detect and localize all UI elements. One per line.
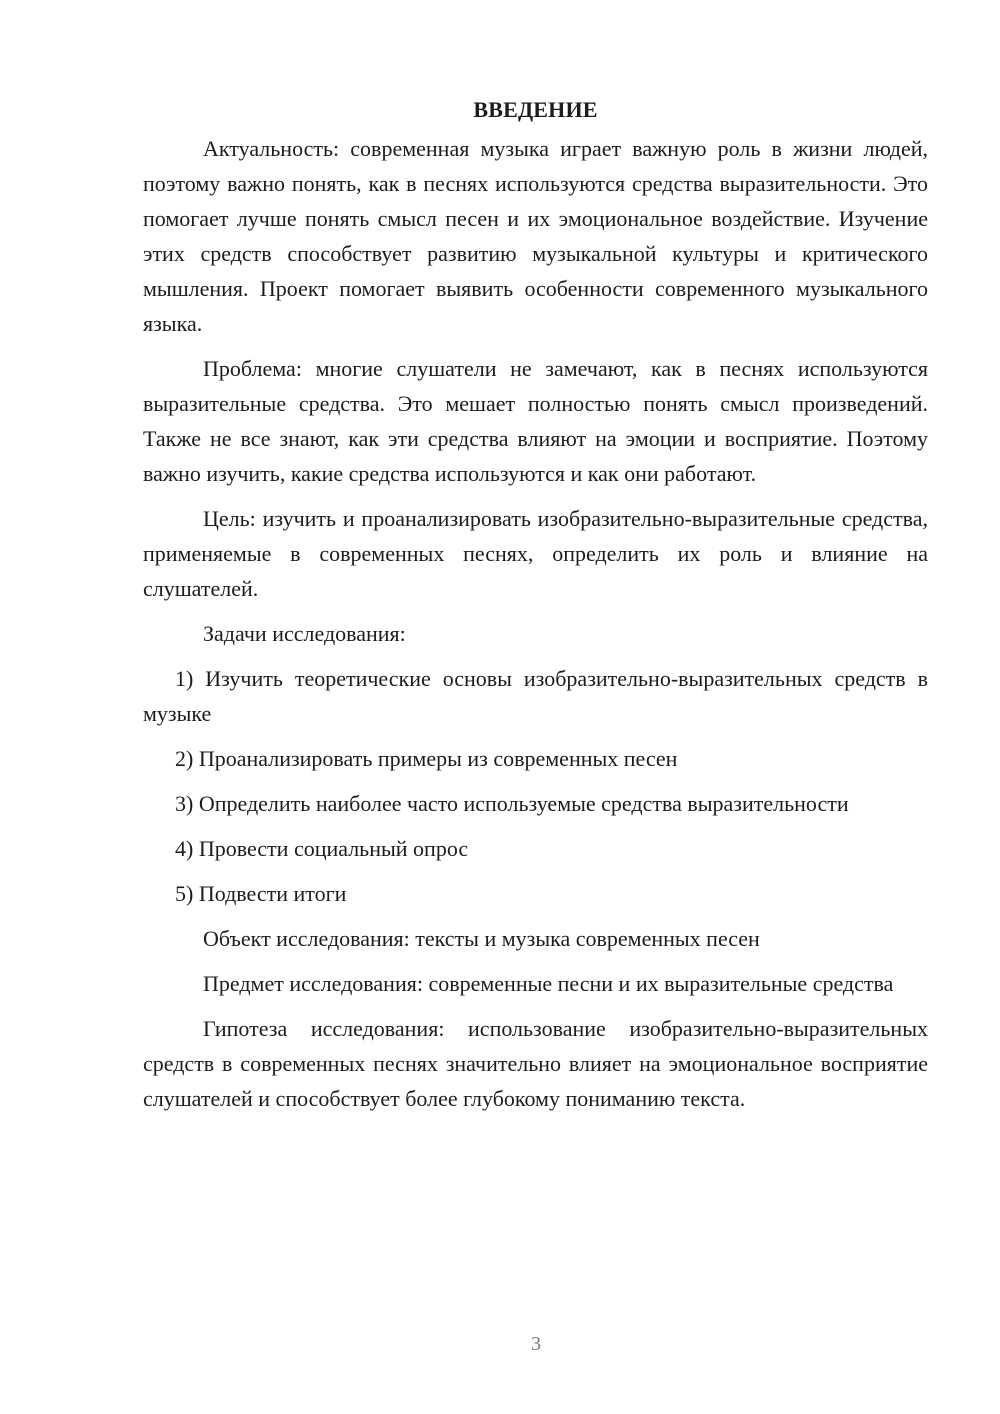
page-number: 3 [531,1333,541,1355]
paragraph-relevance: Актуальность: современная музыка играет важную роль в жизни людей, поэтому важно понять, как в песнях используются средства выразительности. Это помогает лучше понять смысл песен и их эмоциональное воздействие. Изучение этих средств способствует развитию музыкальной культуры и критического мышления. Проект помогает выявить особенности современного музыкального языка. [143,136,928,336]
paragraph-subject: Предмет исследования: современные песни и их выразительные средства [203,971,894,996]
section-title: ВВЕДЕНИЕ [473,97,598,122]
paragraph-object: Объект исследования: тексты и музыка современных песен [203,926,760,951]
task-item-4: 4) Провести социальный опрос [175,836,469,861]
task-item-3: 3) Определить наиболее часто используемые средства выразительности [175,791,849,816]
task-item-1: 1) Изучить теоретические основы изобразительно-выразительных средств в музыке [143,666,928,726]
paragraph-goal: Цель: изучить и проанализировать изобразительно-выразительные средства, применяемые в современных песнях, определить их роль и влияние на слушателей. [143,506,928,601]
task-item-5: 5) Подвести итоги [175,881,347,906]
paragraph-hypothesis: Гипотеза исследования: использование изобразительно-выразительных средств в современных песнях значительно влияет на эмоциональное восприятие слушателей и способствует более глубокому пониманию текста. [143,1016,928,1111]
paragraph-problem: Проблема: многие слушатели не замечают, как в песнях используются выразительные средства. Это мешает полностью понять смысл произведений. Также не все знают, как эти средства влияют на эмоции и восприятие. Поэтому важно изучить, какие средства используются и как они работают. [143,356,928,486]
document-page [143,92,928,1126]
task-item-2: 2) Проанализировать примеры из современных песен [175,746,678,771]
tasks-heading: Задачи исследования: [203,621,406,646]
